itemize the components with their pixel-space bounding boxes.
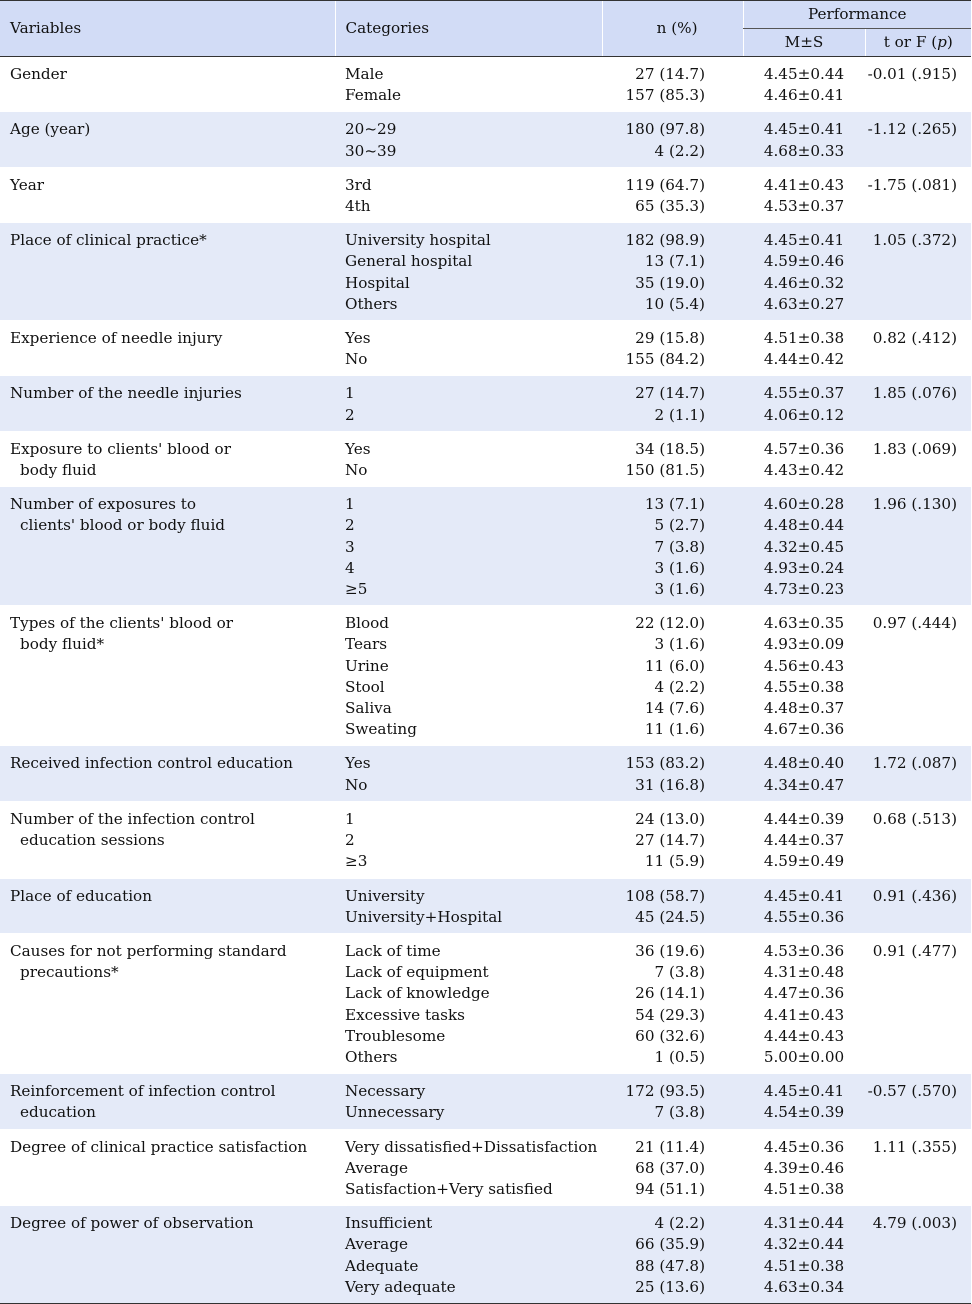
table-row [0,376,971,431]
n-percent-value: 13 (7.1) [644,252,705,271]
n-percent-value: 11 (5.9) [644,852,705,871]
variable-label: body fluid [20,461,97,480]
mean-sd-value: 4.45±0.41 [763,231,845,250]
mean-sd-cell [743,431,865,486]
category-label: Yes [345,329,371,348]
n-percent-value: 25 (13.6) [635,1277,705,1296]
variable-label: Place of clinical practice* [10,231,207,250]
n-percent-value: 13 (7.1) [644,495,705,514]
table-row [0,431,971,486]
category-label: Lack of time [345,941,441,960]
mean-sd-value: 4.44±0.39 [763,809,845,828]
category-label: 1 [345,809,355,828]
mean-sd-cell [743,878,865,933]
n-percent-value: 155 (84.2) [625,350,705,369]
variable-label: education sessions [20,831,165,850]
table-row [0,1074,971,1129]
n-percent-value: 4 (2.2) [654,141,705,160]
n-percent-value: 14 (7.6) [644,699,705,718]
mean-sd-value: 4.45±0.41 [763,886,845,905]
mean-sd-value: 4.55±0.36 [763,907,845,926]
mean-sd-cell [743,376,865,431]
mean-sd-value: 4.48±0.40 [763,754,845,773]
n-percent-cell [602,376,743,431]
variable-cell [0,746,335,801]
mean-sd-value: 4.53±0.36 [763,941,845,960]
category-label: Tears [345,635,388,654]
variable-label: Degree of clinical practice satisfaction [10,1137,308,1156]
n-percent-cell [602,431,743,486]
n-percent-cell [602,223,743,321]
n-percent-value: 11 (1.6) [644,720,705,739]
mean-sd-value: 4.68±0.33 [763,141,845,160]
t-or-f-cell [865,167,971,222]
mean-sd-value: 4.63±0.34 [763,1277,845,1296]
category-label: Unnecessary [345,1103,445,1122]
category-label: Adequate [345,1256,419,1275]
table-body [0,57,971,1304]
t-or-f-value: 1.83 (.069) [872,439,958,458]
variable-cell [0,112,335,167]
n-percent-value: 153 (83.2) [625,754,705,773]
variable-label: Reinforcement of infection control [10,1082,276,1101]
categories-cell [335,167,602,222]
n-percent-value: 65 (35.3) [635,197,705,216]
n-percent-value: 172 (93.5) [625,1082,705,1101]
n-percent-value: 150 (81.5) [625,461,705,480]
categories-cell [335,57,602,112]
variable-label: Received infection control education [10,754,293,773]
n-percent-value: 1 (0.5) [654,1047,705,1066]
mean-sd-value: 4.63±0.35 [763,614,845,633]
category-label: Urine [345,656,389,675]
n-percent-cell [602,167,743,222]
t-or-f-cell [865,606,971,746]
t-or-f-cell [865,933,971,1073]
table-row [0,933,971,1073]
category-label: Sweating [345,720,417,739]
mean-sd-value: 5.00±0.00 [763,1047,845,1066]
mean-sd-cell [743,933,865,1073]
table-row [0,223,971,321]
category-label: Necessary [345,1082,426,1101]
category-label: 4th [345,197,371,216]
category-label: Insufficient [345,1214,433,1233]
n-percent-value: 182 (98.9) [625,231,705,250]
mean-sd-cell [743,1206,865,1304]
category-label: Hospital [345,273,410,292]
variable-cell [0,801,335,878]
n-percent-value: 88 (47.8) [635,1256,705,1275]
mean-sd-value: 4.06±0.12 [763,405,845,424]
n-percent-cell [602,487,743,606]
category-label: Stool [345,677,385,696]
category-label: Lack of equipment [345,963,489,982]
mean-sd-value: 4.32±0.45 [763,537,845,556]
variable-cell [0,376,335,431]
category-label: Excessive tasks [345,1005,465,1024]
variable-cell [0,933,335,1073]
mean-sd-cell [743,112,865,167]
variable-label: body fluid* [20,635,105,654]
t-or-f-value: 0.91 (.436) [872,886,958,905]
t-or-f-cell [865,801,971,878]
t-or-f-cell [865,57,971,112]
mean-sd-value: 4.46±0.41 [763,86,845,105]
category-label: Blood [345,614,390,633]
categories-cell [335,223,602,321]
category-label: Very adequate [345,1277,456,1296]
n-percent-cell [602,321,743,376]
category-label: Satisfaction+Very satisfied [345,1179,553,1198]
category-label: Troublesome [345,1026,446,1045]
mean-sd-value: 4.73±0.23 [763,580,845,599]
t-or-f-cell [865,431,971,486]
mean-sd-value: 4.43±0.42 [763,461,845,480]
category-label: Very dissatisfied+Dissatisfaction [345,1137,598,1156]
variable-cell [0,878,335,933]
n-percent-cell [602,878,743,933]
n-percent-cell [602,933,743,1073]
table-row [0,746,971,801]
category-label: 30~39 [345,141,397,160]
t-or-f-value: 4.79 (.003) [872,1214,958,1233]
categories-cell [335,1206,602,1304]
table-row [0,167,971,222]
categories-cell [335,1129,602,1206]
mean-sd-value: 4.31±0.48 [763,963,845,982]
mean-sd-value: 4.34±0.47 [763,775,845,794]
category-label: 2 [345,516,355,535]
category-label: Male [345,65,384,83]
category-label: Others [345,294,398,313]
mean-sd-value: 4.60±0.28 [763,495,845,514]
mean-sd-value: 4.45±0.41 [763,120,845,139]
mean-sd-value: 4.55±0.37 [763,384,845,403]
mean-sd-value: 4.46±0.32 [763,273,845,292]
mean-sd-value: 4.51±0.38 [763,329,845,348]
categories-cell [335,878,602,933]
mean-sd-value: 4.32±0.44 [763,1235,845,1254]
variable-label: Number of exposures to [10,495,196,514]
variable-label: Place of education [10,886,152,905]
t-or-f-value: 1.72 (.087) [872,754,958,773]
n-percent-value: 27 (14.7) [635,384,705,403]
variable-cell [0,321,335,376]
mean-sd-value: 4.51±0.38 [763,1179,845,1198]
variable-label: Number of the infection control [10,809,255,828]
mean-sd-value: 4.93±0.09 [763,635,845,654]
n-percent-cell [602,1074,743,1129]
categories-cell [335,376,602,431]
mean-sd-cell [743,1129,865,1206]
t-or-f-cell [865,878,971,933]
n-percent-value: 108 (58.7) [625,886,705,905]
n-percent-value: 94 (51.1) [635,1179,705,1198]
category-label: 20~29 [345,120,397,139]
variable-label: Degree of power of observation [10,1214,254,1233]
mean-sd-value: 4.31±0.44 [763,1214,845,1233]
mean-sd-value: 4.53±0.37 [763,197,845,216]
variable-label: Number of the needle injuries [10,384,242,403]
variable-label: precautions* [20,963,119,982]
category-label: Saliva [345,699,392,718]
mean-sd-cell [743,167,865,222]
category-label: Others [345,1047,398,1066]
categories-cell [335,321,602,376]
t-or-f-value: -1.12 (.265) [867,120,958,139]
n-percent-value: 66 (35.9) [635,1235,705,1254]
category-label: University+Hospital [345,907,503,926]
n-percent-value: 27 (14.7) [635,65,705,83]
variable-label: Exposure to clients' blood or [10,439,231,458]
mean-sd-cell [743,487,865,606]
mean-sd-cell [743,321,865,376]
n-percent-value: 35 (19.0) [635,273,705,292]
category-label: 2 [345,405,355,424]
variable-label: education [20,1103,96,1122]
variable-cell [0,487,335,606]
mean-sd-value: 4.51±0.38 [763,1256,845,1275]
table-row [0,112,971,167]
t-or-f-value: -0.01 (.915) [867,65,958,83]
category-label: Lack of knowledge [345,984,490,1003]
mean-sd-value: 4.54±0.39 [763,1103,845,1122]
variable-cell [0,223,335,321]
n-percent-value: 54 (29.3) [635,1005,705,1024]
n-percent-value: 4 (2.2) [654,677,705,696]
mean-sd-cell [743,606,865,746]
n-percent-value: 180 (97.8) [625,120,705,139]
t-or-f-value: 1.85 (.076) [872,384,958,403]
variable-cell [0,1206,335,1304]
table-row [0,801,971,878]
n-percent-value: 10 (5.4) [644,294,705,313]
mean-sd-value: 4.44±0.43 [763,1026,845,1045]
categories-cell [335,933,602,1073]
n-percent-cell [602,746,743,801]
categories-cell [335,112,602,167]
n-percent-value: 68 (37.0) [635,1158,705,1177]
category-label: ≥3 [345,852,368,871]
category-label: Yes [345,754,371,773]
n-percent-value: 7 (3.8) [654,1103,705,1122]
t-or-f-value: 1.11 (.355) [872,1137,958,1156]
mean-sd-cell [743,801,865,878]
mean-sd-value: 4.41±0.43 [763,175,845,194]
t-or-f-cell [865,487,971,606]
category-label: No [345,350,368,369]
n-percent-value: 60 (32.6) [635,1026,705,1045]
table-row [0,1206,971,1304]
category-label: 3rd [345,175,372,194]
header-mean-sd: M±S [743,29,865,57]
t-or-f-value: -0.57 (.570) [867,1082,958,1101]
t-or-f-cell [865,223,971,321]
n-percent-value: 21 (11.4) [635,1137,705,1156]
category-label: Yes [345,439,371,458]
t-or-f-value: 0.97 (.444) [872,614,958,633]
mean-sd-value: 4.48±0.44 [763,516,845,535]
n-percent-value: 3 (1.6) [654,635,705,654]
category-label: 4 [345,558,355,577]
mean-sd-value: 4.63±0.27 [763,294,845,313]
n-percent-value: 27 (14.7) [635,831,705,850]
t-or-f-value: 0.91 (.477) [872,941,958,960]
t-or-f-cell [865,321,971,376]
header-n: n (%) [602,1,743,57]
category-label: 1 [345,384,355,403]
mean-sd-value: 4.57±0.36 [763,439,845,458]
variable-label: Year [10,175,45,194]
n-percent-value: 4 (2.2) [654,1214,705,1233]
mean-sd-cell [743,57,865,112]
category-label: University hospital [345,231,491,250]
category-label: Average [345,1158,408,1177]
n-percent-value: 36 (19.6) [635,941,705,960]
mean-sd-cell [743,1074,865,1129]
category-label: General hospital [345,252,473,271]
t-or-f-cell [865,112,971,167]
variable-cell [0,431,335,486]
mean-sd-value: 4.44±0.42 [763,350,845,369]
n-percent-value: 22 (12.0) [635,614,705,633]
category-label: ≥5 [345,580,368,599]
categories-cell [335,746,602,801]
mean-sd-value: 4.45±0.36 [763,1137,845,1156]
n-percent-value: 157 (85.3) [625,86,705,105]
n-percent-value: 2 (1.1) [654,405,705,424]
header-performance: Performance [743,1,971,29]
n-percent-value: 5 (2.7) [654,516,705,535]
categories-cell [335,606,602,746]
mean-sd-value: 4.39±0.46 [763,1158,845,1177]
n-percent-value: 31 (16.8) [635,775,705,794]
mean-sd-value: 4.48±0.37 [763,699,845,718]
t-or-f-value: 0.68 (.513) [872,809,958,828]
variable-label: Age (year) [10,120,91,139]
variable-cell [0,1074,335,1129]
variable-label: Gender [10,65,67,83]
t-or-f-value: 0.82 (.412) [872,329,958,348]
n-percent-value: 34 (18.5) [635,439,705,458]
mean-sd-value: 4.67±0.36 [763,720,845,739]
n-percent-cell [602,112,743,167]
mean-sd-cell [743,223,865,321]
mean-sd-value: 4.55±0.38 [763,677,845,696]
table-row [0,606,971,746]
category-label: 2 [345,831,355,850]
variable-label: Causes for not performing standard [10,941,287,960]
t-or-f-cell [865,1206,971,1304]
n-percent-cell [602,1129,743,1206]
variable-cell [0,1129,335,1206]
categories-cell [335,431,602,486]
categories-cell [335,487,602,606]
n-percent-cell [602,801,743,878]
n-percent-cell [602,1206,743,1304]
category-label: Average [345,1235,408,1254]
t-or-f-value: 1.96 (.130) [872,495,958,514]
n-percent-value: 11 (6.0) [644,656,705,675]
n-percent-cell [602,606,743,746]
t-or-f-cell [865,746,971,801]
t-or-f-cell [865,1074,971,1129]
n-percent-value: 119 (64.7) [625,175,705,194]
mean-sd-value: 4.59±0.46 [763,252,845,271]
mean-sd-value: 4.47±0.36 [763,984,845,1003]
categories-cell [335,1074,602,1129]
mean-sd-cell [743,746,865,801]
n-percent-value: 29 (15.8) [635,329,705,348]
n-percent-value: 26 (14.1) [635,984,705,1003]
table-row [0,878,971,933]
variable-label: clients' blood or body fluid [20,516,226,535]
header-categories: Categories [335,1,602,57]
n-percent-value: 24 (13.0) [635,809,705,828]
variable-cell [0,57,335,112]
header-t-or-f: t or F (p) [865,29,971,57]
n-percent-value: 3 (1.6) [654,580,705,599]
mean-sd-value: 4.93±0.24 [763,558,845,577]
n-percent-value: 45 (24.5) [635,907,705,926]
variable-cell [0,606,335,746]
n-percent-value: 3 (1.6) [654,558,705,577]
t-or-f-cell [865,1129,971,1206]
table-row [0,1129,971,1206]
mean-sd-value: 4.44±0.37 [763,831,845,850]
category-label: No [345,461,368,480]
header-variables: Variables [0,1,335,57]
mean-sd-value: 4.45±0.41 [763,1082,845,1101]
n-percent-value: 7 (3.8) [654,963,705,982]
category-label: No [345,775,368,794]
n-percent-value: 7 (3.8) [654,537,705,556]
variable-label: Experience of needle injury [10,329,223,348]
n-percent-cell [602,57,743,112]
mean-sd-value: 4.56±0.43 [763,656,845,675]
category-label: 3 [345,537,355,556]
category-label: 1 [345,495,355,514]
mean-sd-value: 4.45±0.44 [763,65,845,83]
table-row [0,321,971,376]
category-label: University [345,886,425,905]
t-or-f-value: -1.75 (.081) [867,175,958,194]
category-label: Female [345,86,401,105]
table-row [0,487,971,606]
t-or-f-cell [865,376,971,431]
mean-sd-value: 4.41±0.43 [763,1005,845,1024]
table-row [0,57,971,112]
variable-cell [0,167,335,222]
variable-label: Types of the clients' blood or [10,614,234,633]
t-or-f-value: 1.05 (.372) [872,231,958,250]
mean-sd-value: 4.59±0.49 [763,852,845,871]
categories-cell [335,801,602,878]
